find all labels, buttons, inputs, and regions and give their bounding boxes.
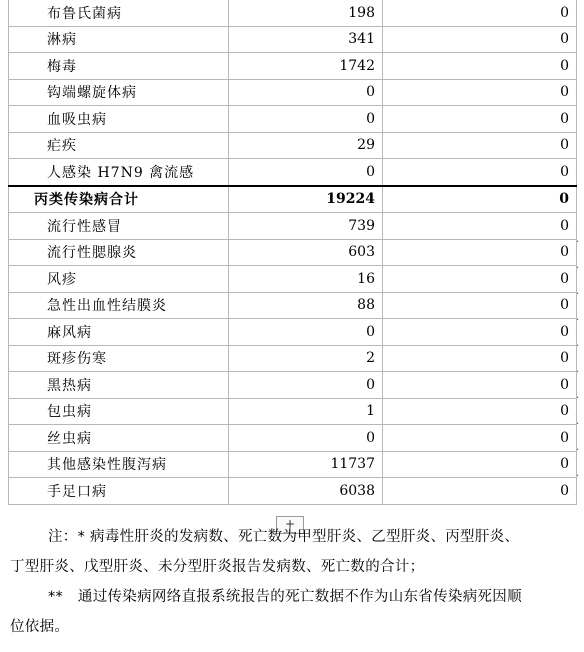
disease-name-cell[interactable]: 丝虫病: [9, 425, 229, 452]
total-row: [9, 186, 577, 213]
table-row: [9, 425, 577, 452]
cases-cell[interactable]: 0: [229, 79, 383, 106]
deaths-cell[interactable]: 0: [383, 425, 577, 452]
disease-name-cell[interactable]: 钩端螺旋体病: [9, 79, 229, 106]
table-row: [9, 0, 577, 26]
row-end-marker: ·: [576, 237, 580, 248]
total-deaths-cell[interactable]: 0: [383, 186, 577, 213]
total-label-cell[interactable]: 丙类传染病合计: [9, 186, 229, 213]
disease-name-cell[interactable]: 其他感染性腹泻病: [9, 451, 229, 478]
row-end-marker: ·: [576, 393, 580, 404]
cases-cell[interactable]: 29: [229, 132, 383, 159]
table-row: [9, 53, 577, 80]
disease-name-cell[interactable]: 布鲁氏菌病: [9, 0, 229, 26]
table-row: [9, 345, 577, 372]
cases-cell[interactable]: 0: [229, 159, 383, 186]
disease-name-cell[interactable]: 人感染 H7N9 禽流感: [9, 159, 229, 186]
deaths-cell[interactable]: 0: [383, 319, 577, 346]
cases-cell[interactable]: 11737: [229, 451, 383, 478]
cases-cell[interactable]: 1: [229, 398, 383, 425]
table-row: [9, 372, 577, 399]
disease-name-cell[interactable]: 梅毒: [9, 53, 229, 80]
cases-cell[interactable]: 0: [229, 372, 383, 399]
deaths-cell[interactable]: 0: [383, 451, 577, 478]
deaths-cell[interactable]: 0: [383, 53, 577, 80]
row-end-marker: ·: [576, 341, 580, 352]
deaths-cell[interactable]: 0: [383, 26, 577, 53]
table-row: [9, 451, 577, 478]
deaths-cell[interactable]: 0: [383, 0, 577, 26]
row-end-marker: ·: [576, 289, 580, 300]
cases-cell[interactable]: 739: [229, 213, 383, 240]
disease-name-cell[interactable]: 黑热病: [9, 372, 229, 399]
deaths-cell[interactable]: 0: [383, 292, 577, 319]
disease-name-cell[interactable]: 疟疾: [9, 132, 229, 159]
deaths-cell[interactable]: 0: [383, 79, 577, 106]
row-end-marker: ·: [576, 445, 580, 456]
table-row: [9, 213, 577, 240]
cases-cell[interactable]: 198: [229, 0, 383, 26]
cases-cell[interactable]: 0: [229, 106, 383, 133]
table-row: [9, 26, 577, 53]
disease-name-cell[interactable]: 急性出血性结膜炎: [9, 292, 229, 319]
deaths-cell[interactable]: 0: [383, 132, 577, 159]
deaths-cell[interactable]: 0: [383, 478, 577, 505]
table-row: [9, 398, 577, 425]
deaths-cell[interactable]: 0: [383, 213, 577, 240]
table-row: [9, 239, 577, 266]
deaths-cell[interactable]: 0: [383, 159, 577, 186]
add-table-row-button[interactable]: +: [276, 516, 304, 534]
table-row: [9, 159, 577, 186]
table-row: [9, 319, 577, 346]
table-row: [9, 132, 577, 159]
cases-cell[interactable]: 88: [229, 292, 383, 319]
note-2-line-1: ** 通过传染病网络直报系统报告的死亡数据不作为山东省传染病死因顺: [48, 589, 522, 605]
table-row: [9, 106, 577, 133]
disease-statistics-table: [8, 0, 577, 505]
deaths-cell[interactable]: 0: [383, 239, 577, 266]
row-end-marker: ·: [576, 263, 580, 274]
cases-cell[interactable]: 341: [229, 26, 383, 53]
note-1-line-2: 丁型肝炎、戊型肝炎、未分型肝炎报告发病数、死亡数的合计；: [10, 559, 425, 575]
note-2-line-2: 位依据。: [10, 619, 70, 635]
row-end-marker: ·: [576, 471, 580, 482]
row-end-marker: ·: [576, 315, 580, 326]
table-notes: [10, 522, 578, 642]
disease-name-cell[interactable]: 风疹: [9, 266, 229, 293]
deaths-cell[interactable]: 0: [383, 266, 577, 293]
cases-cell[interactable]: 0: [229, 319, 383, 346]
cases-cell[interactable]: 0: [229, 425, 383, 452]
disease-name-cell[interactable]: 麻风病: [9, 319, 229, 346]
disease-name-cell[interactable]: 手足口病: [9, 478, 229, 505]
note-1-line-1: 注：* 病毒性肝炎的发病数、死亡数为甲型肝炎、乙型肝炎、丙型肝炎、: [48, 529, 520, 545]
deaths-cell[interactable]: 0: [383, 106, 577, 133]
cases-cell[interactable]: 603: [229, 239, 383, 266]
total-cases-cell[interactable]: 19224: [229, 186, 383, 213]
row-end-marker: ·: [576, 367, 580, 378]
deaths-cell[interactable]: 0: [383, 345, 577, 372]
table-row: [9, 79, 577, 106]
cases-cell[interactable]: 2: [229, 345, 383, 372]
disease-name-cell[interactable]: 流行性腮腺炎: [9, 239, 229, 266]
deaths-cell[interactable]: 0: [383, 372, 577, 399]
table-row: [9, 478, 577, 505]
row-end-marker: ·: [576, 419, 580, 430]
table-row: [9, 292, 577, 319]
cases-cell[interactable]: 1742: [229, 53, 383, 80]
table-row: [9, 266, 577, 293]
deaths-cell[interactable]: 0: [383, 398, 577, 425]
disease-name-cell[interactable]: 包虫病: [9, 398, 229, 425]
cases-cell[interactable]: 16: [229, 266, 383, 293]
disease-name-cell[interactable]: 淋病: [9, 26, 229, 53]
disease-name-cell[interactable]: 斑疹伤寒: [9, 345, 229, 372]
cases-cell[interactable]: 6038: [229, 478, 383, 505]
disease-name-cell[interactable]: 流行性感冒: [9, 213, 229, 240]
disease-name-cell[interactable]: 血吸虫病: [9, 106, 229, 133]
